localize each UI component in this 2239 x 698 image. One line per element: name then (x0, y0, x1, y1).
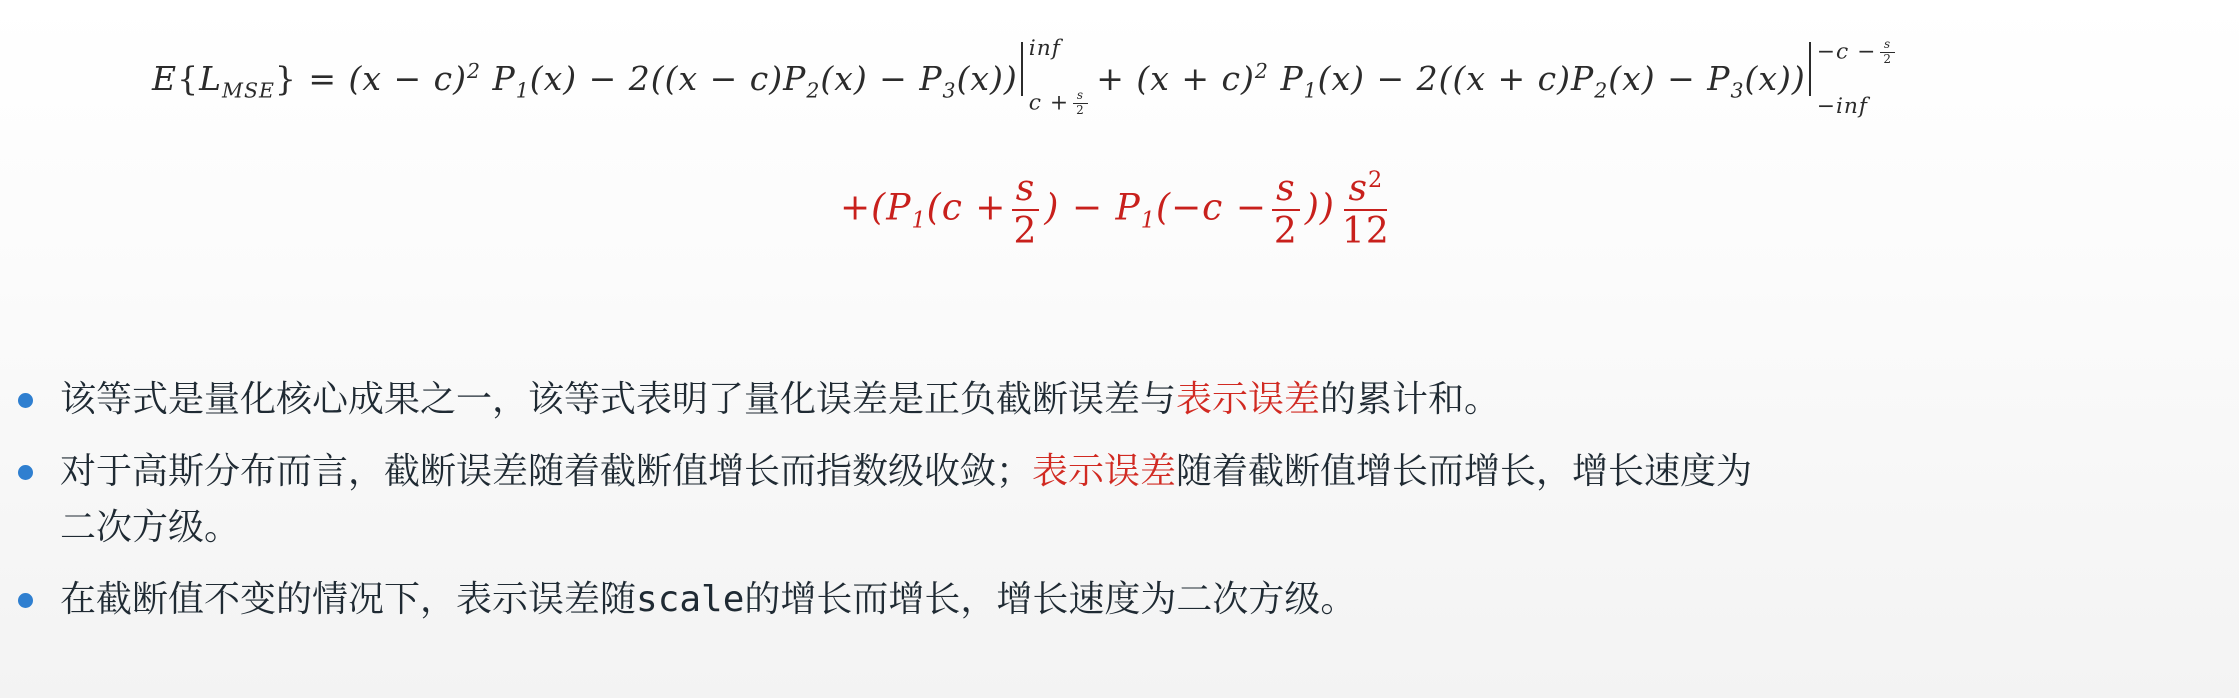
eq-p3-symbol: P (919, 59, 943, 98)
eq2-term: )) (1304, 187, 1335, 229)
scale-code-text: scale (636, 579, 745, 620)
eq-lower-limit: c + $\frac{s}{2}$ (1029, 89, 1092, 118)
eq-p2-symbol: P (1571, 59, 1595, 98)
eq-term: (x) − (820, 59, 920, 98)
eq-evaluation-limits-2 (1809, 37, 1892, 120)
eq2-fraction-s-over-2: $\frac{s}{2}$ (1013, 168, 1038, 253)
bullet-text: 二次方级。 (60, 507, 241, 548)
eq-p1-subscript: 1 (515, 78, 530, 103)
main-equation: $E\{L_{MSE}\} = (x - c)^2$ $P_1(x) - 2((x - c)P_2(x) - P_3(x))$ inf c + $\frac{s}{2}$ + $(x + c)^2$ $P_1(x) - 2((x + c)P_2(x) - P_3(x))$ −c − $\frac{s}{2}$ −inf (152, 42, 1811, 120)
eq-p3-subscript: 3 (942, 78, 957, 103)
eq-loss-symbol: L (199, 59, 223, 98)
eq-expectation-symbol: E (152, 59, 178, 98)
eq2-fraction-s-over-2: $\frac{s}{2}$ (1273, 168, 1298, 253)
eq-upper-limit: −c − $\frac{s}{2}$ (1817, 38, 1899, 67)
bullet-text: 的累计和。 (1320, 379, 1501, 420)
eq-p2-subscript: 2 (1594, 78, 1609, 103)
eq-term: (x)) (956, 59, 1018, 98)
eq-p1-symbol: P (492, 59, 516, 98)
eq-p2-symbol: P (783, 59, 807, 98)
eq-term-x-plus-c: + (x + c) (1096, 59, 1255, 98)
eq2-p1-symbol: P (886, 187, 912, 229)
bullet-dot-icon (18, 593, 33, 608)
bullet-item (16, 444, 2216, 556)
highlight-text: 表示误差 (1032, 451, 1177, 492)
eq-p3-subscript: 3 (1730, 78, 1745, 103)
bullet-dot-icon (18, 393, 33, 408)
bullet-dot-icon (18, 465, 33, 480)
representation-error-equation (840, 168, 1397, 253)
eq-exponent: 2 (467, 59, 482, 83)
eq2-fraction-s2-over-12: $\frac{s^2}{12}$ (1341, 167, 1390, 253)
bullet-item (16, 372, 2216, 428)
bullet-text: 在截断值不变的情况下，表示误差随 (60, 579, 637, 620)
eq-exponent: 2 (1254, 59, 1269, 83)
eq-p1-subscript: 1 (1303, 78, 1318, 103)
eq-term: (x) − 2((x + c) (1317, 59, 1572, 98)
bullet-list (16, 372, 2216, 628)
eq-lower-limit: −inf (1816, 94, 1868, 120)
eq-p2-subscript: 2 (806, 78, 821, 103)
eq2-term: (−c − (1155, 187, 1267, 229)
bullet-text: 随着截断值增长而增长，增长速度为 (1176, 451, 1753, 492)
eq2-p1-subscript: 1 (1140, 207, 1156, 234)
eq2-term: ) − (1044, 187, 1116, 229)
bullet-item (16, 572, 2216, 628)
eq-upper-limit: inf (1028, 36, 1061, 61)
eq-loss-subscript: MSE (222, 78, 275, 103)
eq-p1-symbol: P (1280, 59, 1304, 98)
eq-p3-symbol: P (1707, 59, 1731, 98)
bullet-text: 对于高斯分布而言，截断误差随着截断值增长而指数级收敛； (60, 451, 1033, 492)
eq-term-x-minus-c: = (x − c) (308, 59, 467, 98)
highlight-text: 表示误差 (1176, 379, 1321, 420)
eq-term: (x) − (1608, 59, 1708, 98)
eq-term: (x) − 2((x − c) (529, 59, 784, 98)
eq2-p1-subscript: 1 (911, 207, 927, 234)
eq2-open: +( (840, 187, 887, 229)
bullet-text: 该等式是量化核心成果之一，该等式表明了量化误差是正负截断误差与 (60, 379, 1177, 420)
eq-term: (x)) (1744, 59, 1806, 98)
eq2-term: (c + (926, 187, 1007, 229)
eq-evaluation-limits-1 (1021, 36, 1085, 120)
bullet-text: 的增长而增长，增长速度为二次方级。 (744, 579, 1357, 620)
eq2-p1-symbol: P (1115, 187, 1141, 229)
